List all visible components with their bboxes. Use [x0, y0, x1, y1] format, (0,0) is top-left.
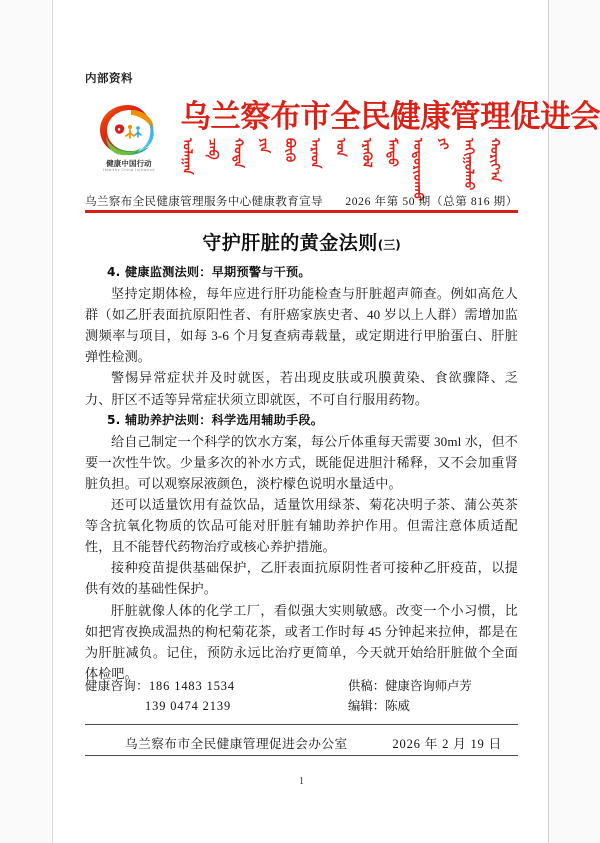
- healthy-china-swoosh-icon: [97, 102, 159, 158]
- mongolian-word: ᠠᠬᠢᠭᠤᠯᠬᠤ: [462, 138, 478, 191]
- mongolian-word: ᠶᠢ: [436, 138, 452, 150]
- footer-rule-top: [85, 724, 518, 725]
- section-heading: 4. 健康监测法则：早期预警与干预。: [107, 265, 311, 279]
- article-title-text: 守护肝脏的黄金法则: [202, 232, 378, 254]
- issue-line: [85, 193, 518, 209]
- mongolian-word: ᠬᠣᠲᠠ: [231, 138, 247, 169]
- contact-phone-line-1: [85, 676, 335, 696]
- contributor-name: 健康咨询师卢芳: [385, 679, 472, 693]
- masthead-title: 乌兰察布市全民健康管理促进会: [180, 99, 600, 135]
- document-page: [52, 0, 600, 843]
- issue-number: 2026 年第 50 期（总第 816 期）: [345, 195, 518, 208]
- body-paragraph: 接种疫苗提供基础保护，乙肝表面抗原阴性者可接种乙肝疫苗，以提供有效的基础性保护。: [85, 560, 518, 597]
- internal-document-label: 内部资料: [85, 71, 133, 85]
- masthead-mongolian-script: [177, 138, 518, 201]
- article-body: [85, 262, 518, 684]
- footer-row: [85, 730, 518, 754]
- editor-line: [348, 696, 518, 716]
- mongolian-word: ᠬᠣᠷᠢᠶ᠎ᠠ: [487, 138, 503, 182]
- contributor-line: [348, 676, 518, 696]
- mongolian-word: ᠶᠢᠨ: [257, 138, 273, 154]
- mongolian-word: ᠡᠷᠡᠭᠦᠯ: [359, 138, 375, 168]
- contributor-label: 供稿：: [348, 679, 386, 693]
- section-heading: 5. 辅助养护法则：科学选用辅助手段。: [107, 412, 324, 427]
- editor-name: 陈威: [385, 699, 410, 713]
- mongolian-word: ᠴᠠᠪ: [206, 138, 222, 160]
- contact-phone-2: 139 0474 2139: [145, 699, 232, 713]
- mongolian-word: ᠮᠡᠨᠳᠦ: [385, 138, 401, 167]
- mongolian-word: ᠤᠳᠤᠷᠢᠳᠬᠤ: [410, 138, 426, 201]
- contact-phone-line-2: [85, 696, 335, 716]
- footer-office-name: 乌兰察布市全民健康管理促进会办公室: [125, 736, 348, 751]
- credits-group: [348, 676, 518, 716]
- logo-caption-en: Healthy China Initiative: [103, 167, 155, 172]
- mongolian-word: ᠠᠷᠠᠳ: [308, 138, 324, 169]
- body-paragraph: 坚持定期体检，每年应进行肝功能检查与肝脏超声筛查。例如高危人群（如乙肝表面抗原阳性者、有肝癌家族史者、40 岁以上人群）需增加监测频率与项目，如每 3-6 个月复查病毒载量，或定期进行甲胎蛋白、肝脏弹性检测。: [85, 286, 518, 365]
- body-paragraph: 肝脏就像人体的化学工厂，看似强大实则敏感。改变一个小习惯，比如把宵夜换成温热的枸杞菊花茶，或者工作时每 45 分钟起来拉伸，都是在为肝脏减负。记住，预防永远比治疗更简单，今天就开始给肝脏做个全面体检吧。: [85, 602, 518, 681]
- article-title-sequence: (三): [377, 238, 401, 252]
- body-paragraph: 给自己制定一个科学的饮水方案，每公斤体重每天需要 30ml 水，但不要一次性牛饮。少量多次的补水方式，既能促进胆汁稀释，又不会加重肾脏负担。可以观察尿液颜色，淡柠檬色说明水量适中。: [85, 433, 518, 491]
- page-number: 1: [299, 776, 304, 787]
- contact-block: [85, 676, 518, 716]
- mongolian-word: ᠤᠯᠠᠭᠠᠨ: [180, 138, 196, 175]
- mongolian-word: ᠤᠨ: [334, 138, 350, 157]
- organization-logo: [88, 102, 170, 184]
- editor-label: 编辑：: [348, 699, 386, 713]
- masthead-red-rule: [85, 210, 518, 213]
- contact-phone-1: 186 1483 1534: [148, 679, 235, 693]
- contact-phone-label: 健康咨询：: [85, 679, 149, 693]
- body-paragraph: 警惕异常症状并及时就医，若出现皮肤或巩膜黄染、食欲骤降、乏力、肝区不适等异常症状须立即就医，不可自行服用药物。: [85, 370, 518, 407]
- contact-phone-group: [85, 676, 335, 716]
- article-title: [85, 228, 518, 255]
- footer-date: 2026 年 2 月 19 日: [392, 736, 502, 751]
- mongolian-word: ᠪᠦᠬᠦ: [282, 138, 298, 163]
- masthead: [85, 98, 600, 201]
- issue-publisher: 乌兰察布全民健康管理服务中心健康教育宣导: [85, 195, 323, 208]
- body-paragraph: 还可以适量饮用有益饮品，适量饮用绿茶、菊花决明子茶、蒲公英茶等含抗氧化物质的饮品可能对肝脏有辅助养护作用。但需注意体质适配性，且不能替代药物治疗或核心养护措施。: [85, 497, 518, 555]
- footer-rule-bottom: [85, 755, 518, 756]
- logo-caption-cn: 健康中国行动: [106, 159, 152, 168]
